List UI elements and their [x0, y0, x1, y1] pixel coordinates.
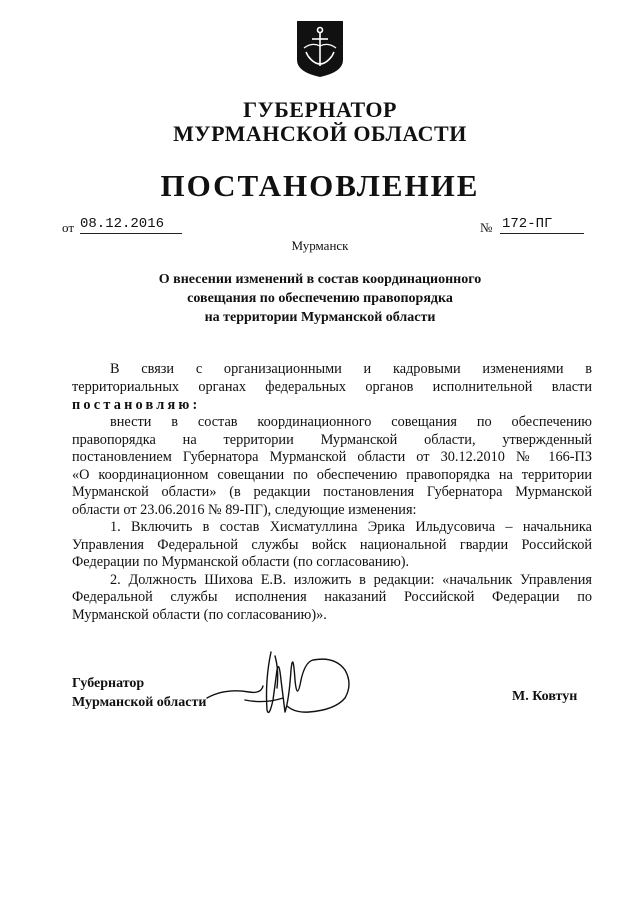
paragraph-2-line-3: постановлением Губернатора Мурманской области от 30.12.2010 № 166-ПЗ	[72, 449, 592, 465]
handwritten-signature	[205, 640, 365, 722]
signatory-title-line-1: Губернатор	[72, 676, 145, 691]
number-prefix: №	[480, 220, 493, 235]
signatory-title	[72, 674, 206, 712]
city: Мурманск	[291, 238, 349, 253]
date-value: 08.12.2016	[80, 216, 165, 232]
number-underline	[500, 233, 584, 234]
date-prefix: от	[62, 220, 75, 235]
paragraph-1-line-1: В связи с организационными и кадровыми изменениями в	[110, 361, 592, 377]
number-value: 172-ПГ	[502, 216, 553, 232]
item-2-line-3: Мурманской области (по согласованию)».	[72, 607, 327, 623]
authority-line-2: МУРМАНСКОЙ ОБЛАСТИ	[173, 121, 467, 146]
item-2-line-1: 2. Должность Шихова Е.В. изложить в редакции: «начальник Управления	[110, 572, 592, 588]
subject-line-2: совещания по обеспечению правопорядка	[187, 291, 453, 306]
paragraph-2-line-5: Мурманской области» (в редакции постановления Губернатора Мурманской	[72, 484, 592, 500]
date-field	[62, 216, 182, 236]
paragraph-2-line-4: «О координационном совещании по обеспечению правопорядка на территории	[72, 467, 592, 483]
date-underline	[80, 233, 182, 234]
paragraph-2-line-2: правопорядка на территории Мурманской области, утвержденный	[72, 432, 592, 448]
document-type-title: ПОСТАНОВЛЕНИЕ	[160, 168, 480, 203]
signatory-name: М. Ковтун	[512, 689, 578, 704]
item-1-line-3: Федерации по Мурманской области (по согласованию).	[72, 554, 410, 570]
signatory-title-line-2: Мурманской области	[72, 695, 207, 710]
item-1-line-1: 1. Включить в состав Хисматуллина Эрика Ильдусовича – начальника	[110, 519, 592, 535]
number-field	[480, 216, 584, 236]
decree-word: постановляю:	[72, 397, 201, 413]
paragraph-2-line-1: внести в состав координационного совещания по обеспечению	[110, 414, 592, 430]
authority-line-1: ГУБЕРНАТОР	[243, 97, 397, 122]
item-2-line-2: Федеральной службы исполнения наказаний Российской Федерации по	[72, 589, 592, 605]
coat-of-arms-emblem	[296, 20, 344, 78]
subject-line-3: на территории Мурманской области	[204, 310, 436, 325]
paragraph-1-line-2: территориальных органах федеральных органов исполнительной власти	[72, 379, 592, 395]
item-1-line-2: Управления Федеральной службы войск национальной гвардии Российской	[72, 537, 592, 553]
subject-line-1: О внесении изменений в состав координационного	[158, 272, 482, 287]
paragraph-2-line-6: области от 23.06.2016 № 89-ПГ), следующие изменения:	[72, 502, 417, 518]
